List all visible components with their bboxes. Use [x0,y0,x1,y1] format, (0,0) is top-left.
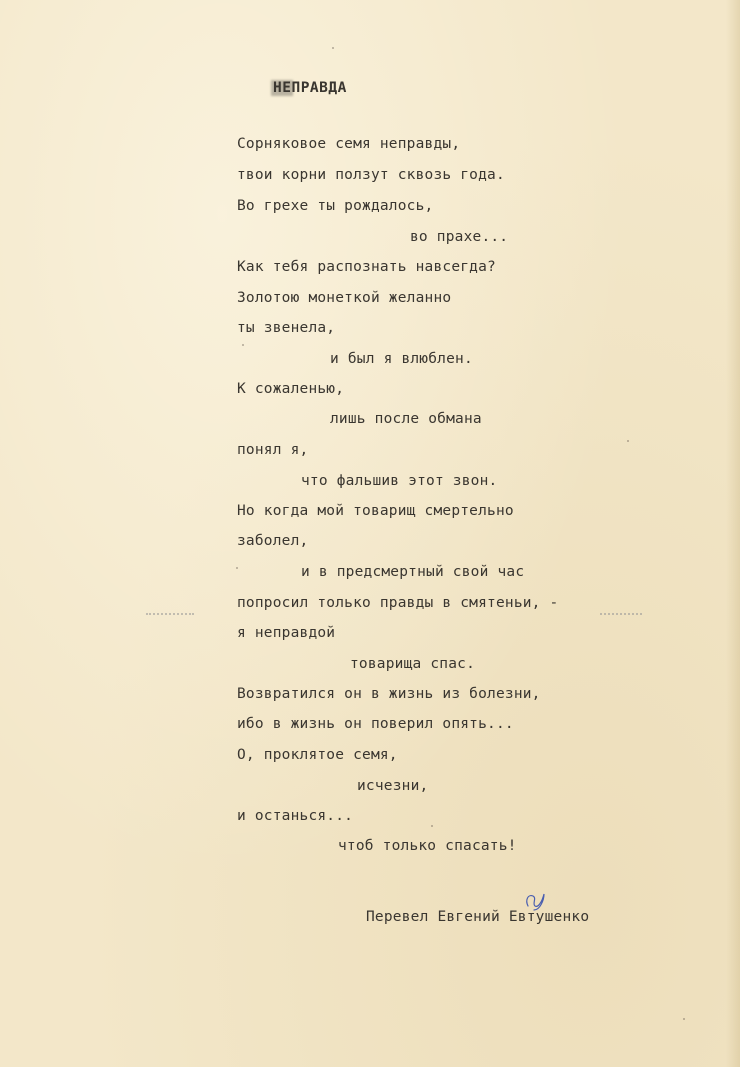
paper-edge-shadow [726,0,740,1067]
poem-line-16: попросил только правды в смятеньи, - [237,595,559,611]
paper-speck [242,344,244,346]
left-margin-dots [146,613,194,621]
poem-line-12: что фальшив этот звон. [301,473,498,489]
paper-speck [683,1018,685,1020]
paper-speck [332,47,334,49]
poem-line-18: товарища спас. [350,656,476,672]
paper-speck [627,440,629,442]
poem-line-4: во прахе... [410,229,509,245]
poem-line-23: и останься... [237,808,354,824]
poem-line-11: понял я, [237,442,309,458]
poem-line-3: Во грехе ты рождалось, [237,198,434,214]
translator-signature: Перевел Евгений Евтушенко [366,909,590,925]
poem-line-19: Возвратился он в жизнь из болезни, [237,686,541,702]
poem-line-21: О, проклятое семя, [237,747,398,763]
poem-line-13: Но когда мой товарищ смертельно [237,503,514,519]
poem-line-6: Золотою монеткой желанно [237,290,452,306]
poem-line-9: К сожаленью, [237,381,345,397]
poem-line-20: ибо в жизнь он поверил опять... [237,716,514,732]
poem-line-14: заболел, [237,533,309,549]
poem-line-24: чтоб только спасать! [338,838,517,854]
poem-line-2: твои корни ползут сквозь года. [237,167,505,183]
right-margin-dots [600,613,642,621]
poem-line-8: и был я влюблен. [330,351,473,367]
poem-title: НЕПРАВДА [273,80,347,96]
poem-line-1: Сорняковое семя неправды, [237,136,461,152]
poem-line-15: и в предсмертный свой час [301,564,525,580]
paper-speck [236,567,238,569]
paper-speck [431,825,433,827]
poem-line-22: исчезни, [357,778,429,794]
poem-line-10: лишь после обмана [330,411,482,427]
poem-line-7: ты звенела, [237,320,336,336]
poem-line-17: я неправдой [237,625,336,641]
poem-line-5: Как тебя распознать навсегда? [237,259,496,275]
